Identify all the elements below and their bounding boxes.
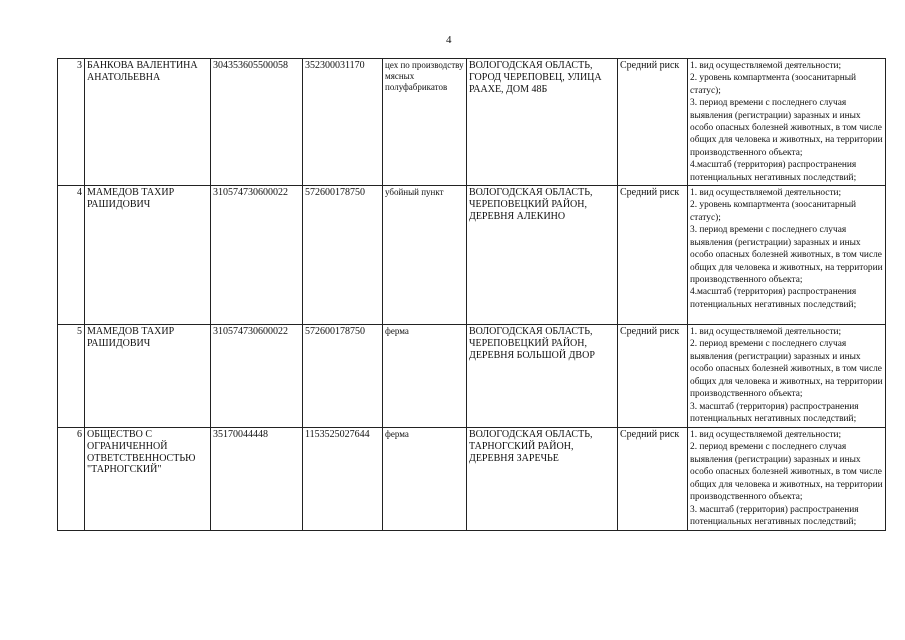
- risk-category: Средний риск: [618, 325, 688, 428]
- criteria-item: 2. период времени с последнего случая выявления (регистрации) заразных и иных особо опасных болезней животных, в том числе общих для человека и животных, на территории производственного объекта;: [690, 339, 883, 400]
- criteria-item: 3. масштаб (территория) распространения потенциальных негативных последствий;: [690, 401, 859, 424]
- ogrn-cell: 35170044448: [211, 428, 303, 531]
- row-number: 6: [58, 428, 85, 531]
- ogrn-cell: 310574730600022: [211, 325, 303, 428]
- object-type: убойный пункт: [383, 186, 467, 325]
- address-cell: ВОЛОГОДСКАЯ ОБЛАСТЬ, ГОРОД ЧЕРЕПОВЕЦ, УЛИЦА РААХЕ, ДОМ 48Б: [467, 59, 618, 186]
- row-number: 4: [58, 186, 85, 325]
- risk-criteria: [688, 325, 886, 428]
- criteria-item: 2. период времени с последнего случая выявления (регистрации) заразных и иных особо опасных болезней животных, в том числе общих для человека и животных, на территории производственного объекта;: [690, 442, 883, 503]
- criteria-item: 4.масштаб (территория) распространения потенциальных негативных последствий;: [690, 287, 857, 310]
- inn-cell: 572600178750: [303, 325, 383, 428]
- address-cell: ВОЛОГОДСКАЯ ОБЛАСТЬ, ЧЕРЕПОВЕЦКИЙ РАЙОН, ДЕРЕВНЯ БОЛЬШОЙ ДВОР: [467, 325, 618, 428]
- object-type: ферма: [383, 428, 467, 531]
- risk-criteria: [688, 186, 886, 325]
- risk-category: Средний риск: [618, 428, 688, 531]
- criteria-item: 1. вид осуществляемой деятельности;: [690, 430, 842, 441]
- risk-category: Средний риск: [618, 186, 688, 325]
- entity-name: БАНКОВА ВАЛЕНТИНА АНАТОЛЬЕВНА: [85, 59, 211, 186]
- criteria-item: 4.масштаб (территория) распространения потенциальных негативных последствий;: [690, 160, 857, 183]
- criteria-item: 3. период времени с последнего случая выявления (регистрации) заразных и иных особо опасных болезней животных, в том числе общих для человека и животных, на территории производственного объекта;: [690, 98, 883, 158]
- object-type: ферма: [383, 325, 467, 428]
- risk-category: Средний риск: [618, 59, 688, 186]
- risk-criteria: [688, 428, 886, 531]
- inn-cell: 572600178750: [303, 186, 383, 325]
- criteria-item: 1. вид осуществляемой деятельности;: [690, 188, 842, 199]
- address-cell: ВОЛОГОДСКАЯ ОБЛАСТЬ, ЧЕРЕПОВЕЦКИЙ РАЙОН, ДЕРЕВНЯ АЛЕКИНО: [467, 186, 618, 325]
- ogrn-cell: 304353605500058: [211, 59, 303, 186]
- entity-name: МАМЕДОВ ТАХИР РАШИДОВИЧ: [85, 186, 211, 325]
- inn-cell: 352300031170: [303, 59, 383, 186]
- registry-table: [57, 58, 886, 531]
- entity-name: МАМЕДОВ ТАХИР РАШИДОВИЧ: [85, 325, 211, 428]
- row-number: 3: [58, 59, 85, 186]
- criteria-item: 2. уровень компартмента (зоосанитарный статус);: [690, 73, 857, 96]
- table-row: [58, 325, 886, 428]
- criteria-item: 1. вид осуществляемой деятельности;: [690, 327, 842, 338]
- entity-name: ОБЩЕСТВО С ОГРАНИЧЕННОЙ ОТВЕТСТВЕННОСТЬЮ "ТАРНОГСКИЙ": [85, 428, 211, 531]
- table-row: [58, 186, 886, 325]
- table-row: [58, 59, 886, 186]
- criteria-item: 3. период времени с последнего случая выявления (регистрации) заразных и иных особо опасных болезней животных, в том числе общих для человека и животных, на территории производственного объекта;: [690, 225, 883, 285]
- ogrn-cell: 310574730600022: [211, 186, 303, 325]
- criteria-item: 3. масштаб (территория) распространения потенциальных негативных последствий;: [690, 504, 859, 527]
- object-type: цех по производству мясных полуфабрикатов: [383, 59, 467, 186]
- risk-criteria: [688, 59, 886, 186]
- address-cell: ВОЛОГОДСКАЯ ОБЛАСТЬ, ТАРНОГСКИЙ РАЙОН, ДЕРЕВНЯ ЗАРЕЧЬЕ: [467, 428, 618, 531]
- table-row: [58, 428, 886, 531]
- page-number: 4: [446, 34, 452, 46]
- inn-cell: 1153525027644: [303, 428, 383, 531]
- row-number: 5: [58, 325, 85, 428]
- criteria-item: 2. уровень компартмента (зоосанитарный статус);: [690, 200, 857, 223]
- criteria-item: 1. вид осуществляемой деятельности;: [690, 61, 842, 71]
